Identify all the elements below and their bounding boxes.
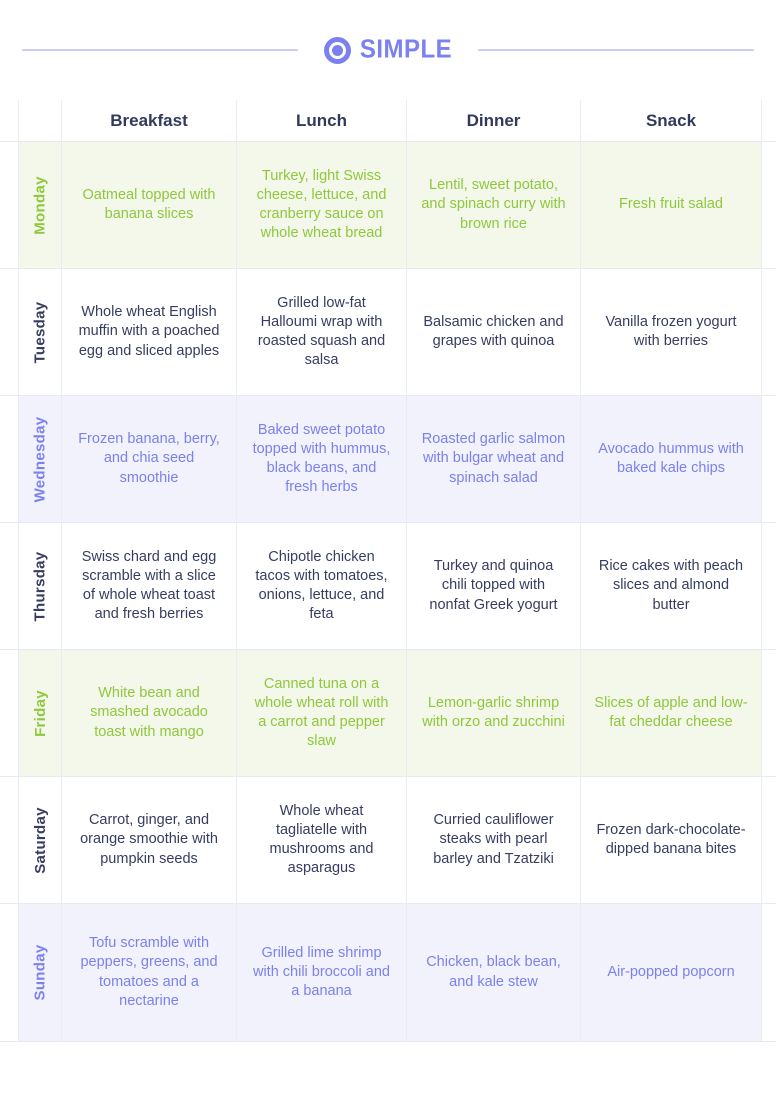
right-edge-cell (762, 523, 776, 649)
left-edge-cell (0, 100, 19, 141)
row-sunday (0, 904, 776, 1042)
meal-cell-monday-snack: Fresh fruit salad (581, 142, 762, 268)
day-label-friday: Friday (19, 650, 62, 776)
left-edge-cell (0, 904, 19, 1041)
simple-logo (324, 36, 452, 64)
left-edge-cell (0, 523, 19, 649)
meal-cell-friday-lunch: Canned tuna on a whole wheat roll with a carrot and pepper slaw (237, 650, 407, 776)
left-edge-cell (0, 269, 19, 395)
day-label-wednesday: Wednesday (19, 396, 62, 522)
meal-cell-saturday-dinner: Curried cauliflower steaks with pearl barley and Tzatziki (407, 777, 581, 903)
day-label-sunday: Sunday (19, 904, 62, 1041)
meal-cell-sunday-lunch: Grilled lime shrimp with chili broccoli and a banana (237, 904, 407, 1041)
row-monday (0, 142, 776, 269)
day-column-header (19, 100, 62, 141)
meal-cell-sunday-snack: Air-popped popcorn (581, 904, 762, 1041)
meal-cell-friday-snack: Slices of apple and low-fat cheddar cheese (581, 650, 762, 776)
right-edge-cell (762, 777, 776, 903)
meal-cell-sunday-dinner: Chicken, black bean, and kale stew (407, 904, 581, 1041)
right-edge-cell (762, 396, 776, 522)
header-row (0, 100, 776, 142)
left-edge-cell (0, 777, 19, 903)
left-edge-cell (0, 142, 19, 268)
logo-text: SIMPLE (359, 35, 453, 64)
right-edge-cell (762, 269, 776, 395)
right-edge-cell (762, 142, 776, 268)
divider-line-right (478, 49, 754, 51)
meal-cell-thursday-breakfast: Swiss chard and egg scramble with a slice of whole wheat toast and fresh berries (62, 523, 237, 649)
right-edge-cell (762, 904, 776, 1041)
meal-cell-wednesday-dinner: Roasted garlic salmon with bulgar wheat and spinach salad (407, 396, 581, 522)
row-saturday (0, 777, 776, 904)
meal-cell-wednesday-breakfast: Frozen banana, berry, and chia seed smoothie (62, 396, 237, 522)
meal-cell-sunday-breakfast: Tofu scramble with peppers, greens, and tomatoes and a nectarine (62, 904, 237, 1041)
divider-line-left (22, 49, 298, 51)
column-header-breakfast: Breakfast (62, 100, 237, 141)
meal-cell-thursday-lunch: Chipotle chicken tacos with tomatoes, onions, lettuce, and feta (237, 523, 407, 649)
column-header-snack: Snack (581, 100, 762, 141)
meal-cell-tuesday-snack: Vanilla frozen yogurt with berries (581, 269, 762, 395)
meal-cell-monday-breakfast: Oatmeal topped with banana slices (62, 142, 237, 268)
row-wednesday (0, 396, 776, 523)
day-label-monday: Monday (19, 142, 62, 268)
meal-cell-tuesday-breakfast: Whole wheat English muffin with a poached egg and sliced apples (62, 269, 237, 395)
row-thursday (0, 523, 776, 650)
meal-cell-monday-lunch: Turkey, light Swiss cheese, lettuce, and cranberry sauce on whole wheat bread (237, 142, 407, 268)
logo-bar (0, 28, 776, 72)
column-header-lunch: Lunch (237, 100, 407, 141)
meal-cell-tuesday-dinner: Balsamic chicken and grapes with quinoa (407, 269, 581, 395)
meal-cell-saturday-breakfast: Carrot, ginger, and orange smoothie with pumpkin seeds (62, 777, 237, 903)
meal-cell-thursday-dinner: Turkey and quinoa chili topped with nonfat Greek yogurt (407, 523, 581, 649)
meal-cell-wednesday-snack: Avocado hummus with baked kale chips (581, 396, 762, 522)
meal-plan-table (0, 100, 776, 1042)
meal-cell-tuesday-lunch: Grilled low-fat Halloumi wrap with roasted squash and salsa (237, 269, 407, 395)
target-icon (324, 37, 351, 64)
meal-cell-saturday-lunch: Whole wheat tagliatelle with mushrooms and asparagus (237, 777, 407, 903)
right-edge-cell (762, 100, 776, 141)
day-label-thursday: Thursday (19, 523, 62, 649)
day-label-saturday: Saturday (19, 777, 62, 903)
left-edge-cell (0, 650, 19, 776)
row-tuesday (0, 269, 776, 396)
day-label-tuesday: Tuesday (19, 269, 62, 395)
meal-cell-friday-dinner: Lemon-garlic shrimp with orzo and zucchini (407, 650, 581, 776)
meal-cell-saturday-snack: Frozen dark-chocolate-dipped banana bites (581, 777, 762, 903)
target-icon-dot (332, 45, 343, 56)
left-edge-cell (0, 396, 19, 522)
meal-cell-friday-breakfast: White bean and smashed avocado toast with mango (62, 650, 237, 776)
meal-cell-monday-dinner: Lentil, sweet potato, and spinach curry with brown rice (407, 142, 581, 268)
right-edge-cell (762, 650, 776, 776)
meal-cell-wednesday-lunch: Baked sweet potato topped with hummus, black beans, and fresh herbs (237, 396, 407, 522)
row-friday (0, 650, 776, 777)
meal-cell-thursday-snack: Rice cakes with peach slices and almond butter (581, 523, 762, 649)
column-header-dinner: Dinner (407, 100, 581, 141)
